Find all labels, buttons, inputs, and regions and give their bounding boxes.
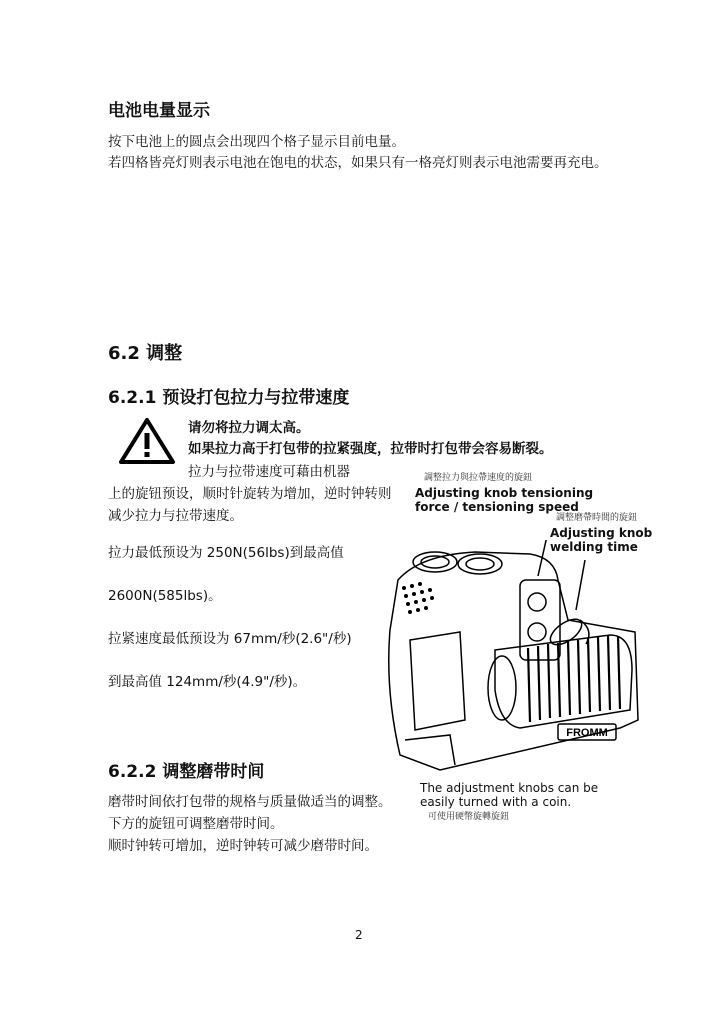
tension-body-line-1: 拉力与拉带速度可藉由机器 <box>188 464 350 480</box>
page-number: 2 <box>355 928 363 942</box>
figure-caption-en: The adjustment knobs can be easily turned with a coin. <box>420 781 599 809</box>
speed-range-line-b: 到最高值 124mm/秒(4.9"/秒)。 <box>108 674 307 690</box>
battery-heading: 电池电量显示 <box>108 101 210 121</box>
welding-time-paragraph <box>108 791 398 857</box>
battery-line-1: 按下电池上的圆点会出现四个格子显示目前电量。 <box>108 134 405 150</box>
warning-text <box>188 418 553 460</box>
machine-brand-label: FROMM <box>566 727 608 739</box>
welding-line-3: 顺时钟转可增加，逆时钟转可减少磨带时间。 <box>108 838 378 854</box>
figure-label-1-cn: 調整拉力與拉帶速度的旋鈕 <box>424 473 533 483</box>
figure-label-2-cn: 調整磨帶時間的旋鈕 <box>556 513 638 523</box>
section-6-2-heading: 6.2 调整 <box>108 343 183 364</box>
figure-label-2-en: Adjusting knob welding time <box>550 526 653 554</box>
warning-line-2: 如果拉力高于打包带的拉紧强度，拉带时打包带会容易断裂。 <box>188 441 553 457</box>
warning-line-1: 请勿将拉力调太高。 <box>188 420 310 436</box>
tension-paragraph <box>108 461 398 527</box>
warning-icon <box>118 417 176 465</box>
figure-label-1-en: Adjusting knob tensioning force / tensioning speed <box>415 486 594 514</box>
welding-line-2: 下方的旋钮可调整磨带时间。 <box>108 816 284 832</box>
speed-range-line-a: 拉紧速度最低预设为 67mm/秒(2.6"/秒) <box>108 631 352 647</box>
figure-caption-cn: 可使用硬幣旋轉旋鈕 <box>428 812 510 822</box>
tension-body-line-2: 上的旋钮预设，顺时针旋转为增加，逆时钟转则减少拉力与拉带速度。 <box>108 486 392 524</box>
section-6-2-1-heading: 6.2.1 预设打包拉力与拉带速度 <box>108 388 350 408</box>
tension-range-line-b: 2600N(585lbs)。 <box>108 588 222 604</box>
welding-line-1: 磨带时间依打包带的规格与质量做适当的调整。 <box>108 794 392 810</box>
battery-line-2: 若四格皆亮灯则表示电池在饱电的状态，如果只有一格亮灯则表示电池需要再充电。 <box>108 155 608 171</box>
section-6-2-2-heading: 6.2.2 调整磨带时间 <box>108 762 265 782</box>
machine-illustration <box>380 540 642 785</box>
battery-paragraph <box>108 132 628 174</box>
tension-range-line-a: 拉力最低预设为 250N(56lbs)到最高值 <box>108 545 344 561</box>
